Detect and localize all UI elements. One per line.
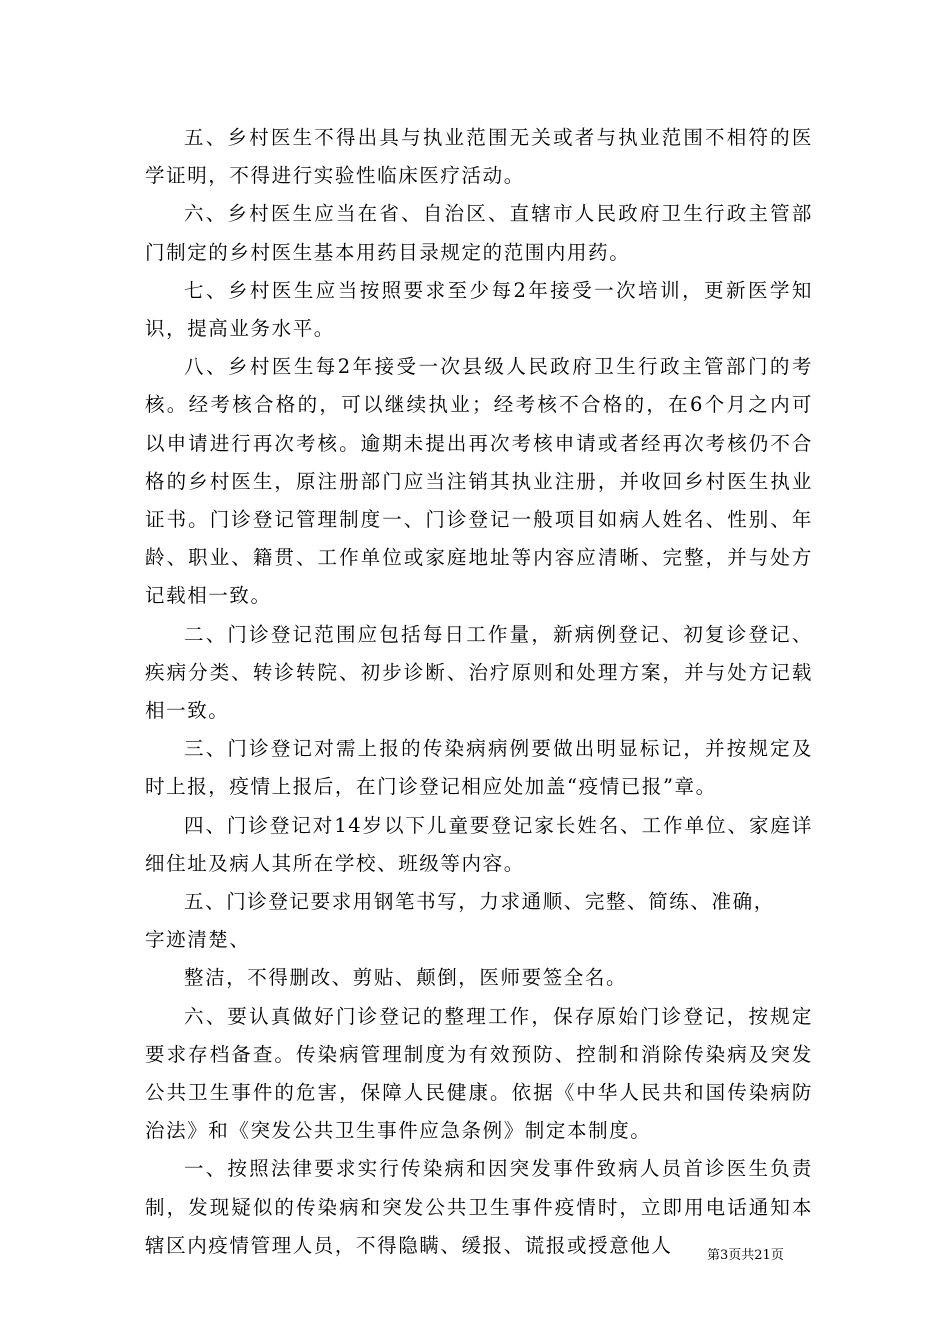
paragraph-outpatient-5-continued: 字迹清楚、 [145, 928, 251, 952]
paragraph-outpatient-5-tail: 整洁，不得删改、剪贴、颠倒，医师要签全名。 [184, 966, 628, 990]
paragraph-village-doctor-5: 五、乡村医生不得出具与执业范围无关或者与执业范围不相符的医学证明，不得进行实验性临床医疗活动。 [145, 126, 813, 188]
paragraph-village-doctor-7: 七、乡村医生应当按照要求至少每2年接受一次培训，更新医学知识，提高业务水平。 [145, 278, 813, 341]
paragraph-outpatient-6: 六、要认真做好门诊登记的整理工作，保存原始门诊登记，按规定要求存档备查。传染病管理制度为有效预防、控制和消除传染病及突发公共卫生事件的危害，保障人民健康。依据《中华人民共和国传染病防治法》和《突发公共卫生事件应急条例》制定本制度。 [145, 1004, 813, 1143]
paragraph-village-doctor-6: 六、乡村医生应当在省、自治区、直辖市人民政府卫生行政主管部门制定的乡村医生基本用药目录规定的范围内用药。 [145, 202, 813, 264]
paragraph-outpatient-2: 二、门诊登记范围应包括每日工作量，新病例登记、初复诊登记、疾病分类、转诊转院、初步诊断、治疗原则和处理方案，并与处方记载相一致。 [145, 622, 813, 723]
document-body [145, 119, 813, 1265]
paragraph-outpatient-5: 五、门诊登记要求用钢笔书写，力求通顺、完整、简练、准确， [184, 890, 775, 914]
page-number-footer: 第3页共21页 [707, 1248, 784, 1263]
paragraph-village-doctor-8: 八、乡村医生每2年接受一次县级人民政府卫生行政主管部门的考核。经考核合格的，可以继续执业；经考核不合格的，在6个月之内可以申请进行再次考核。逾期未提出再次考核申请或者经再次考核仍不合格的乡村医生，原注册部门应当注销其执业注册，并收回乡村医生执业证书。门诊登记管理制度一、门诊登记一般项目如病人姓名、性别、年龄、职业、籍贯、工作单位或家庭地址等内容应清晰、完整，并与处方记载相一致。 [145, 355, 813, 608]
paragraph-outpatient-3: 三、门诊登记对需上报的传染病病例要做出明显标记，并按规定及时上报，疫情上报后，在门诊登记相应处加盖“疫情已报”章。 [145, 737, 813, 799]
paragraph-outpatient-4: 四、门诊登记对14岁以下儿童要登记家长姓名、工作单位、家庭详细住址及病人其所在学校、班级等内容。 [145, 813, 813, 875]
paragraph-infectious-disease-1: 一、按照法律要求实行传染病和因突发事件致病人员首诊医生负责制，发现疑似的传染病和突发公共卫生事件疫情时，立即用电话通知本辖区内疫情管理人员，不得隐瞒、缓报、谎报或授意他人 [145, 1157, 813, 1257]
